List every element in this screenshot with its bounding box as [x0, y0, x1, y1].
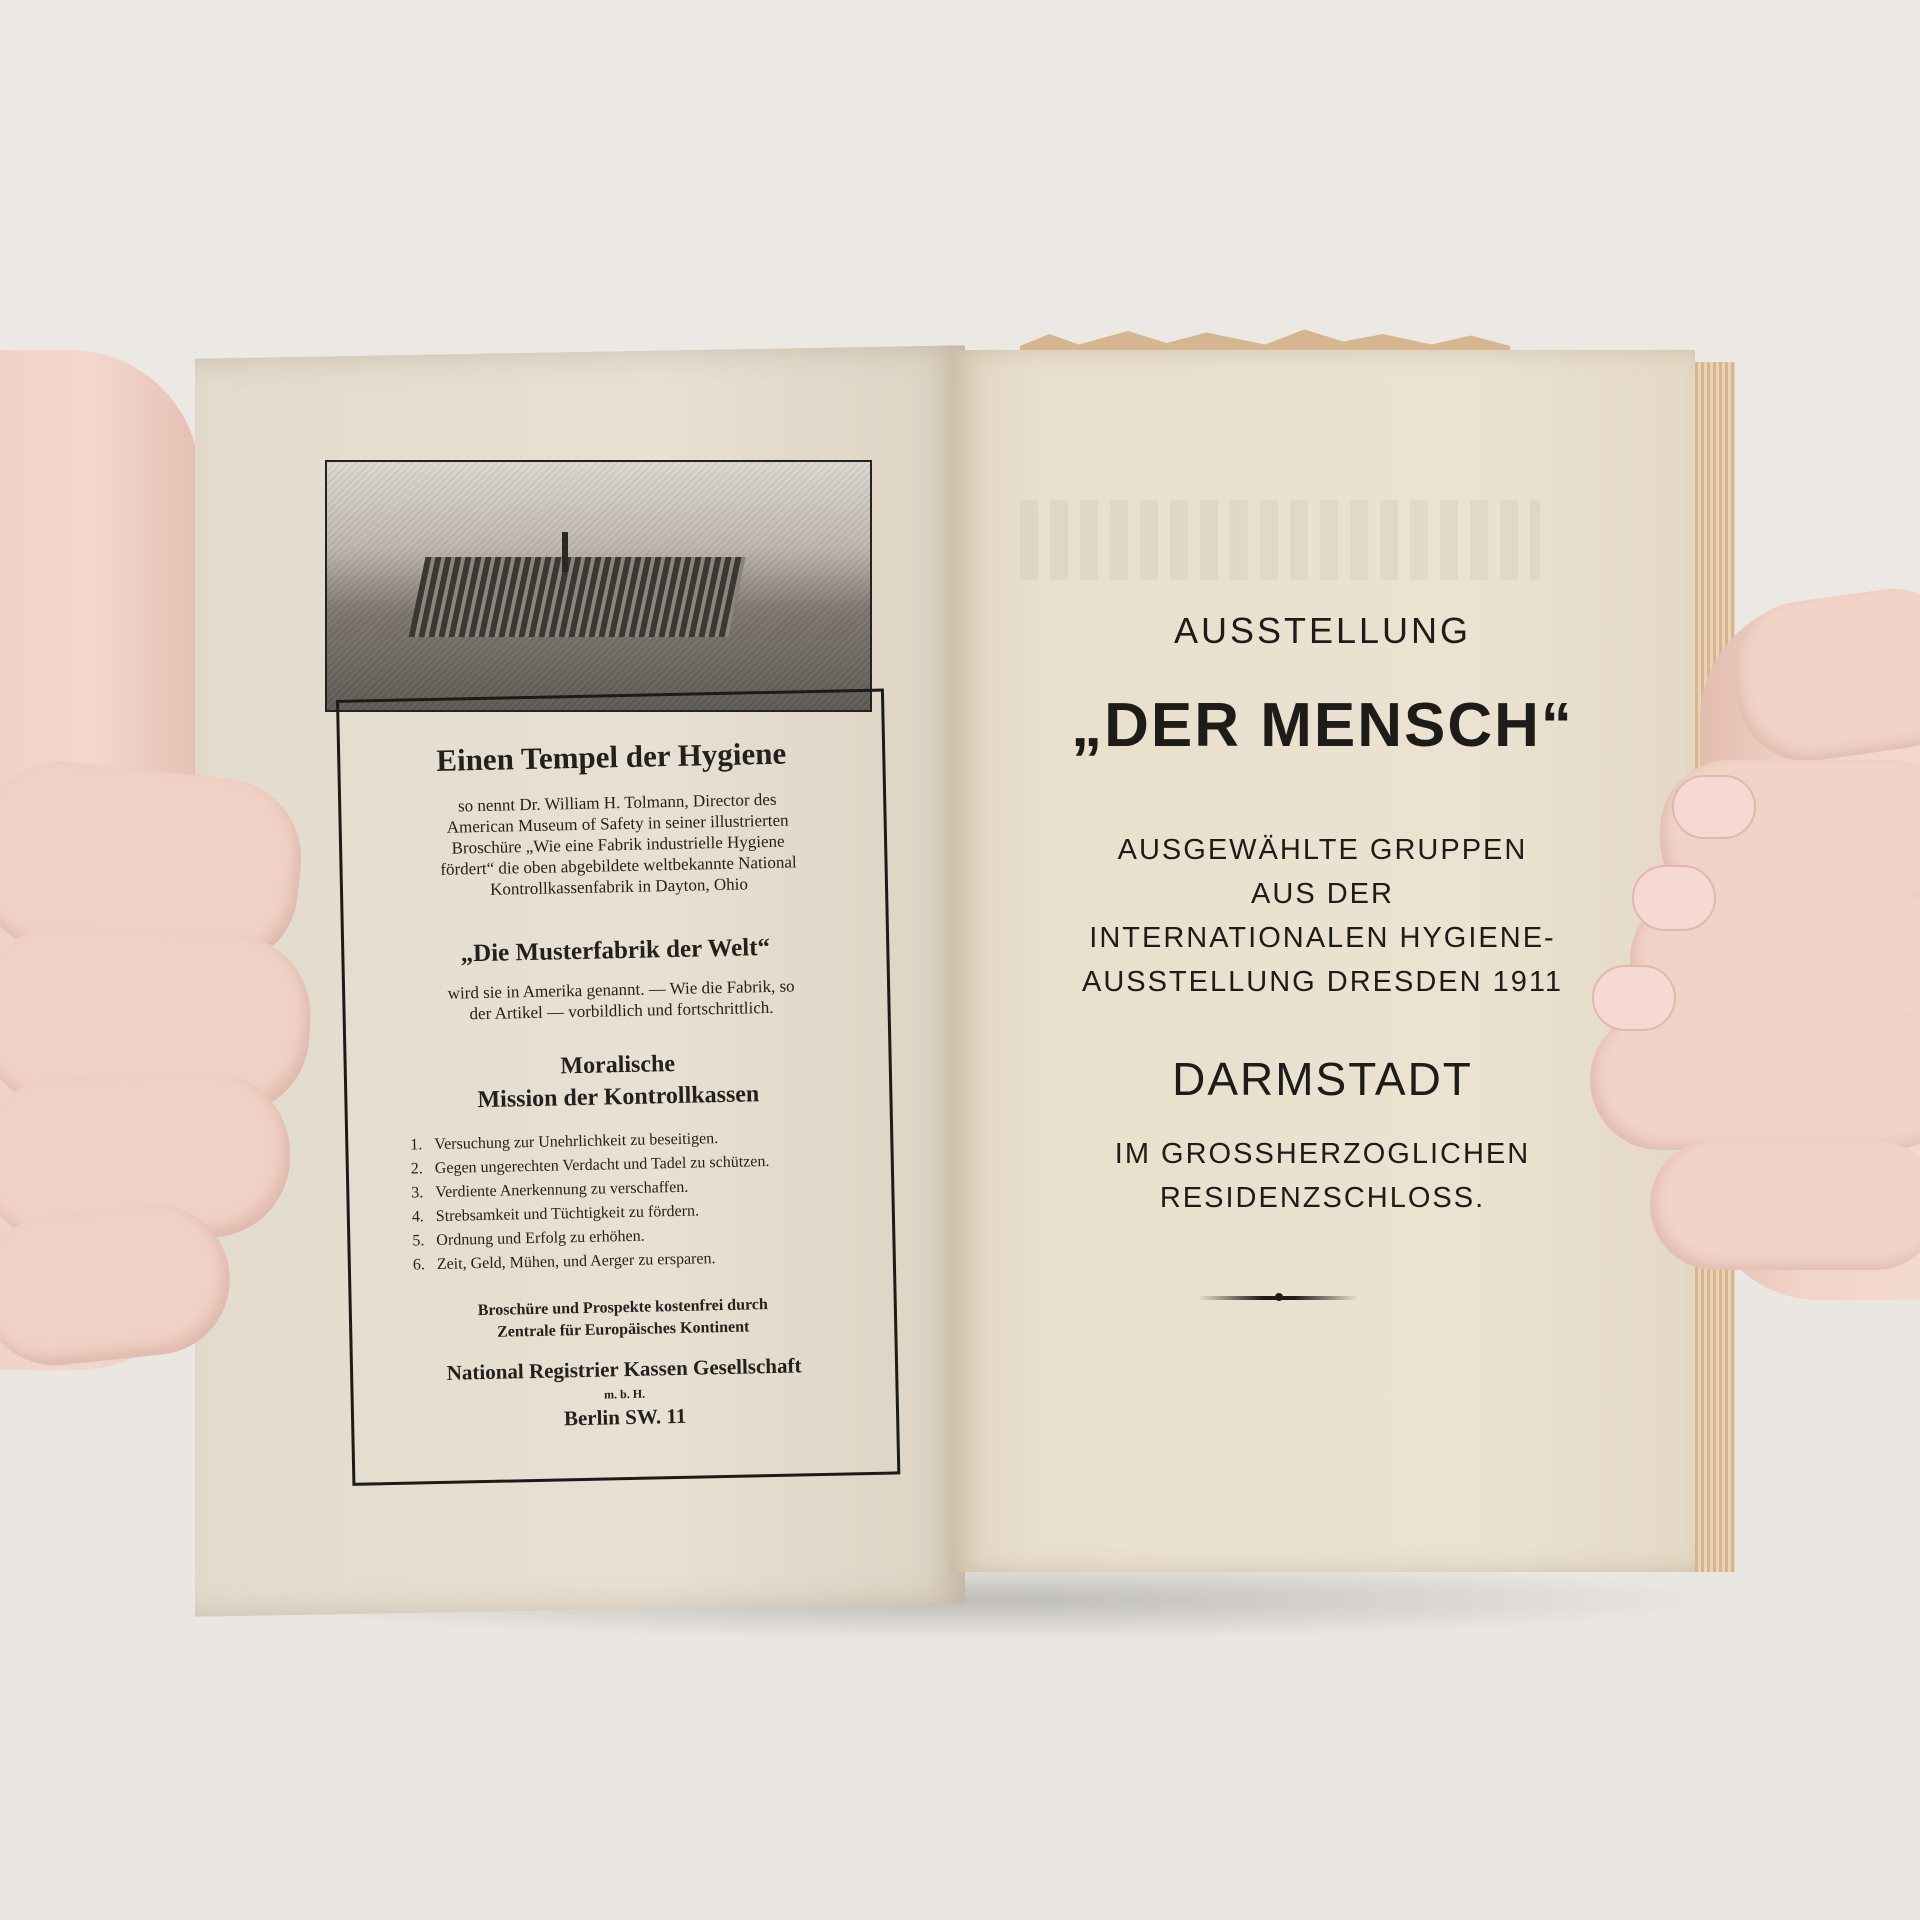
- company-suffix: m. b. H.: [603, 1386, 646, 1402]
- main-title: „DER MENSCH“: [1071, 691, 1574, 760]
- ad-intro-line: American Museum of Safety in seiner illustrierten: [446, 810, 789, 837]
- list-number: 3.: [411, 1184, 424, 1202]
- factory-chimney: [562, 532, 568, 572]
- ad-intro-line: Kontrollkassenfabrik in Dayton, Ohio: [489, 874, 749, 899]
- list-text: Verdiente Anerkennung zu verschaffen.: [435, 1178, 689, 1202]
- company-name: National Registrier Kassen Gesellschaft: [446, 1353, 802, 1385]
- list-number: 5.: [412, 1232, 425, 1250]
- factory-buildings: [408, 557, 745, 637]
- subtitle-line: INTERNATIONALEN HYGIENE-: [1089, 922, 1556, 954]
- mission-title: [346, 1044, 889, 1119]
- ad-title: Einen Tempel der Hygiene: [435, 735, 787, 778]
- ad-intro-line: Broschüre „Wie eine Fabrik industrielle Hygiene: [451, 831, 785, 858]
- city-title: DARMSTADT: [1172, 1053, 1473, 1105]
- list-number: 1.: [410, 1136, 423, 1154]
- list-number: 4.: [411, 1208, 425, 1226]
- venue: [950, 1132, 1695, 1220]
- subtitle-line: AUSSTELLUNG DRESDEN 1911: [1081, 966, 1563, 998]
- ad-subtitle-line: der Artikel — vorbildlich und fortschrittlich.: [469, 997, 774, 1024]
- advertisement-box: [336, 689, 900, 1486]
- ad-subtitle-line: wird sie in Amerika genannt. — Wie die Fabrik, so: [447, 976, 795, 1003]
- list-text: Ordnung und Erfolg zu erhöhen.: [436, 1227, 645, 1250]
- subtitle-line: AUS DER: [1251, 878, 1394, 910]
- ad-subtitle: „Die Musterfabrik der Welt“: [460, 933, 771, 968]
- ad-intro-line: so nennt Dr. William H. Tolmann, Director des: [457, 789, 777, 816]
- mission-title-line: Moralische: [560, 1050, 676, 1080]
- list-number: 2.: [410, 1160, 424, 1178]
- venue-line: IM GROSSHERZOGLICHEN: [1114, 1138, 1531, 1170]
- ad-intro: [381, 787, 855, 902]
- brochure-note: [352, 1291, 895, 1346]
- brochure-line: Zentrale für Europäisches Kontinent: [496, 1318, 750, 1341]
- mission-list: [410, 1124, 873, 1278]
- mission-title-line: Mission der Kontrollkassen: [477, 1081, 760, 1114]
- subtitle: [950, 828, 1695, 1004]
- ornament-dot: [1275, 1293, 1283, 1301]
- brochure-line: Broschüre und Prospekte kostenfrei durch: [477, 1296, 768, 1320]
- list-text: Zeit, Geld, Mühen, und Aerger zu ersparen.: [436, 1250, 716, 1274]
- list-text: Strebsamkeit und Tüchtigkeit zu fördern.: [435, 1202, 700, 1226]
- list-text: Gegen ungerechten Verdacht und Tadel zu schützen.: [434, 1153, 770, 1178]
- company-city: Berlin SW. 11: [563, 1403, 687, 1431]
- factory-engraving: [325, 460, 872, 712]
- list-text: Versuchung zur Unehrlichkeit zu beseitigen.: [434, 1130, 719, 1154]
- ad-intro-line: fördert“ die oben abgebildete weltbekannte National: [440, 852, 797, 879]
- venue-line: RESIDENZSCHLOSS.: [1159, 1182, 1486, 1214]
- list-number: 6.: [412, 1256, 426, 1274]
- subtitle-line: AUSGEWÄHLTE GRUPPEN: [1117, 834, 1528, 866]
- bleed-through-text: [1020, 500, 1540, 580]
- title-line: AUSSTELLUNG: [1173, 610, 1472, 651]
- ad-subtitle-text: [385, 974, 858, 1026]
